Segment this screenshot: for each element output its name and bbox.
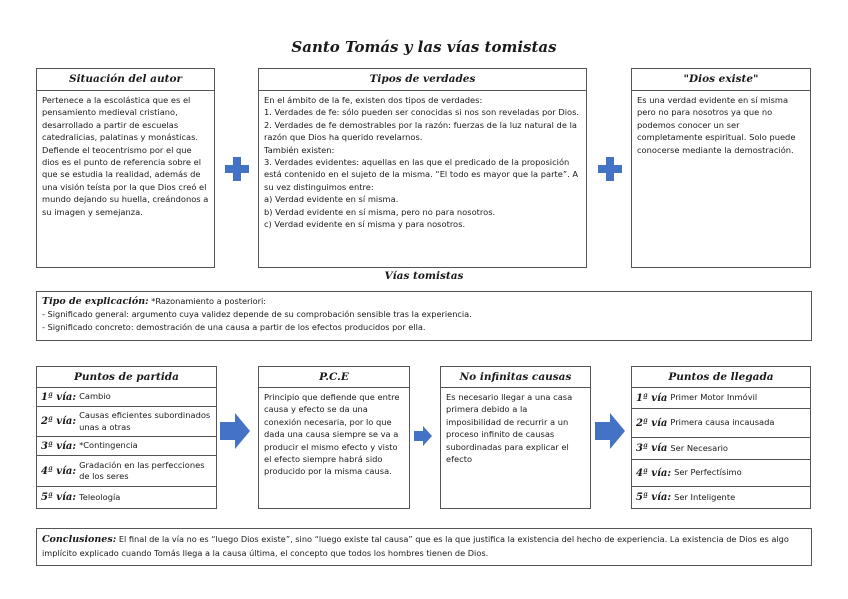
via-text: Ser Necesario (670, 442, 729, 453)
via-text: Cambio (79, 391, 111, 402)
tipo-explicacion-label: Tipo de explicación: (42, 296, 149, 307)
situacion-autor-text: Pertenece a la escolástica que es el pensamiento medieval cristiano, desarrollado a partir de escuelas catedralicias, palatinas y monásticas. Defiende el teocentrismo por el que dios es el punto de referencia sobre el que se estudia la realidad, además de una visión teísta por la que Dios creó el mundo dejando su huella, creándonos a su imagen y semejanza. (42, 95, 209, 217)
tipos-line: 1. Verdades de fe: sólo pueden ser conocidas si nos son reveladas por Dios. (264, 107, 580, 118)
via-text: Primera causa incausada (670, 417, 775, 428)
via-text: Primer Motor Inmóvil (670, 392, 758, 403)
tipos-verdades-heading: Tipos de verdades (259, 69, 586, 91)
situacion-autor-heading: Situación del autor (37, 69, 214, 91)
via-label: 2ª vía: (41, 416, 77, 427)
tipo-explicacion-value: *Razonamiento a posteriori: (148, 296, 267, 306)
list-item (37, 407, 216, 437)
puntos-llegada-heading: Puntos de llegada (632, 367, 810, 388)
pce-heading: P.C.E (259, 367, 409, 388)
list-item (37, 456, 216, 487)
via-text: *Contingencia (79, 440, 138, 451)
tipo-explicacion-line: - Significado concreto: demostración de una causa a partir de los efectos producidos por ella. (42, 322, 426, 332)
via-text: Ser Perfectísimo (674, 467, 742, 478)
via-label: 1ª vía (636, 392, 668, 404)
via-label: 5ª vía: (41, 492, 77, 503)
plus-icon (596, 155, 624, 183)
vias-tomistas-title: Vías tomistas (384, 270, 464, 282)
dios-existe-text: Es una verdad evidente en sí misma pero no para nosotros ya que no podemos conocer un ser completamente espiritual. Solo puede conocerse mediante la demostración. (637, 95, 796, 155)
tipo-explicacion-box (36, 291, 812, 341)
conclusiones-label: Conclusiones: (42, 534, 117, 545)
puntos-llegada-box (631, 366, 811, 509)
dios-existe-box (631, 68, 811, 268)
tipos-verdades-text (259, 91, 586, 233)
conclusiones-box (36, 528, 812, 566)
tipos-line: a) Verdad evidente en sí misma. (264, 194, 399, 205)
via-label: 4ª vía: (41, 465, 77, 477)
no-infinitas-causas-text: Es necesario llegar a una casa primera debido a la imposibilidad de recurrir a un proceso infinito de causas subordinadas para explicar el efecto (446, 392, 573, 465)
via-label: 3ª vía: (41, 440, 77, 452)
puntos-partida-box (36, 366, 217, 509)
tipos-line: También existen: (264, 144, 335, 155)
via-label: 1ª vía: (41, 391, 77, 403)
puntos-llegada-list (632, 388, 810, 508)
via-label: 3ª vía (636, 443, 668, 454)
tipos-line: 2. Verdades de fe demostrables por la razón: fuerzas de la luz natural de la razón que Dios ha querido revelarnos. (264, 119, 577, 143)
via-text: Causas eficientes subordinados unas a otras (79, 410, 211, 432)
via-label: 2ª vía (636, 417, 668, 429)
list-item (632, 388, 810, 409)
page-title: Santo Tomás y las vías tomistas (291, 38, 557, 56)
puntos-partida-heading: Puntos de partida (37, 367, 216, 388)
list-item (37, 487, 216, 508)
list-item (37, 437, 216, 456)
situacion-autor-box (36, 68, 215, 268)
conclusiones-text: El final de la vía no es “luego Dios existe”, sino “luego existe tal causa” que es la que justifica la existencia del hecho de experiencia. La existencia de Dios es algo implícito explicado cuando Tomás llega a la causa última, el concepto que todos los hombres tienen de Dios. (42, 534, 789, 558)
list-item (632, 438, 810, 460)
arrow-right-icon (220, 413, 250, 449)
plus-icon (223, 155, 251, 183)
no-infinitas-causas-heading: No infinitas causas (441, 367, 590, 388)
tipos-verdades-box (258, 68, 587, 268)
via-label: 5ª vía: (636, 492, 672, 503)
tipos-line: c) Verdad evidente en sí misma y para nosotros. (264, 219, 466, 230)
list-item (632, 487, 810, 508)
via-label: 4ª vía: (636, 467, 672, 479)
list-item (632, 409, 810, 438)
tipos-line: b) Verdad evidente en sí misma, pero no para nosotros. (264, 206, 496, 217)
dios-existe-heading: "Dios existe" (632, 69, 810, 91)
tipos-line: 3. Verdades evidentes: aquellas en las que el predicado de la proposición está contenido en el sujeto de la misma. “El todo es mayor que la parte”. A su vez distinguimos entre: (264, 157, 579, 192)
tipos-line: En el ámbito de la fe, existen dos tipos de verdades: (264, 95, 483, 105)
list-item (632, 460, 810, 487)
pce-text: Principio que defiende que entre causa y efecto se da una conexión necesaria, por lo que dada una causa siempre se va a producir el mismo efecto y visto el efecto siempre habrá sido producido por la misma causa. (264, 392, 400, 477)
arrow-right-icon (414, 426, 432, 446)
tipo-explicacion-line: - Significado general: argumento cuya validez depende de su comprobación sensible tras la experiencia. (42, 309, 472, 319)
no-infinitas-causas-box (440, 366, 591, 509)
via-text: Teleología (79, 491, 121, 502)
via-text: Gradación en las perfecciones de los seres (79, 459, 205, 481)
list-item (37, 388, 216, 407)
arrow-right-icon (595, 413, 625, 449)
puntos-partida-list (37, 388, 216, 508)
pce-box (258, 366, 410, 509)
via-text: Ser Inteligente (674, 491, 736, 502)
